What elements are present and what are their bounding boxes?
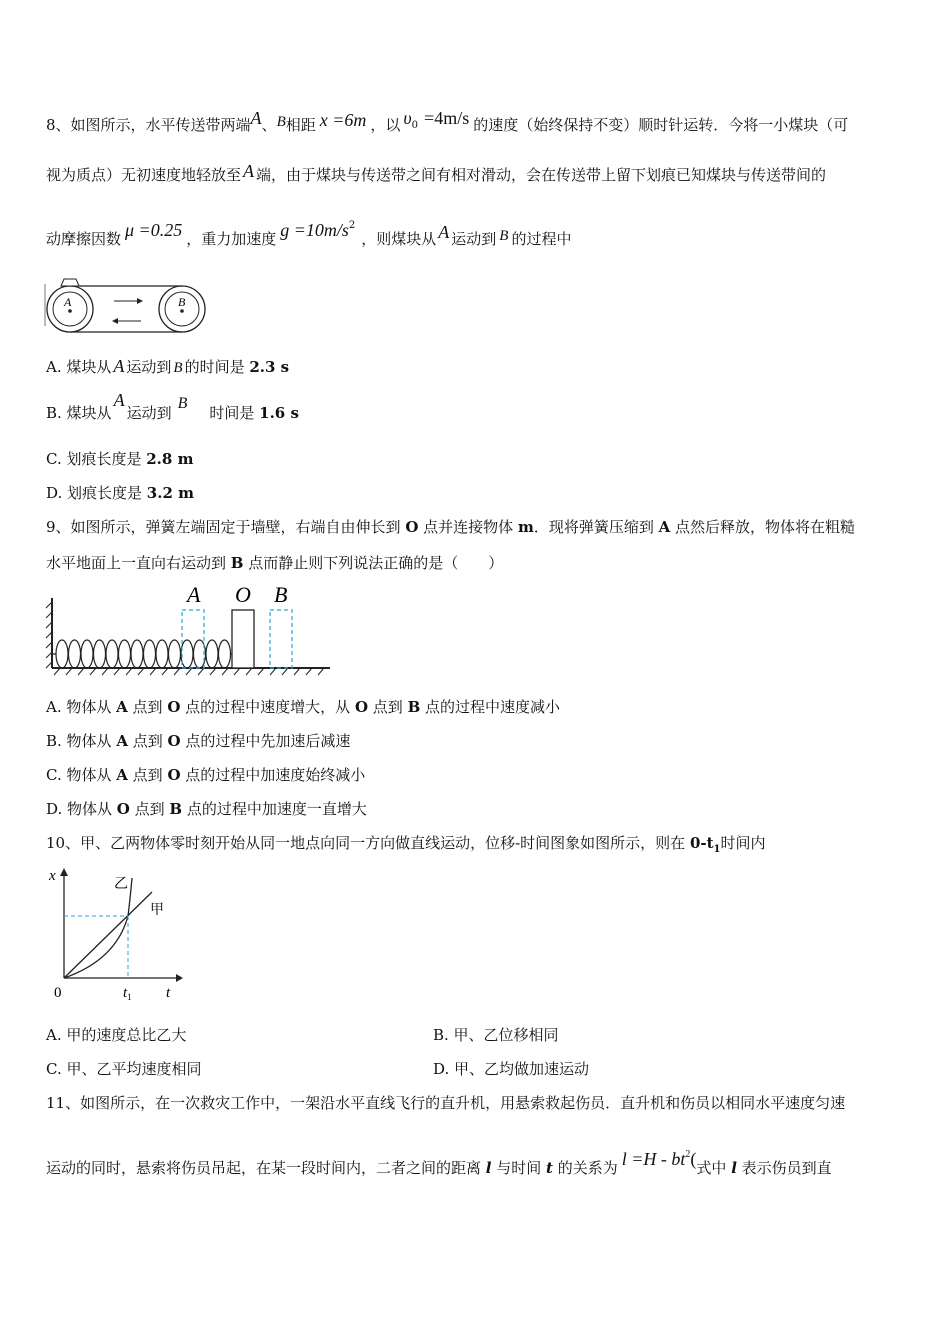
- q11-text: 式中: [696, 1159, 732, 1177]
- q8-text: 视为质点）无初速度地轻放至: [46, 166, 242, 184]
- t1-label: $t_1$: [123, 985, 132, 1002]
- option-text: 点到: [127, 698, 168, 716]
- point-b-label: B: [276, 114, 286, 130]
- spring-coil: [52, 640, 232, 668]
- jia-line: [64, 892, 152, 978]
- q9-option-b: [46, 730, 350, 752]
- yi-label: 乙: [114, 877, 128, 892]
- velocity-symbol: υ: [403, 108, 412, 128]
- formula-paren: (: [690, 1149, 697, 1169]
- q8-text: 的速度（始终保持不变）顺时针运转．今将一小煤块（可: [473, 116, 849, 134]
- q8-text: 运动到: [451, 230, 497, 248]
- q10-text: 时间内: [720, 834, 766, 852]
- time-range: 0-t: [689, 834, 714, 852]
- mass-label: m: [517, 518, 534, 536]
- time-symbol: t: [546, 1159, 553, 1177]
- q8-text: ，重力加速度: [186, 230, 277, 248]
- option-text: 点到: [368, 698, 408, 716]
- point-label: O: [167, 766, 181, 784]
- q8-option-b: [46, 390, 299, 425]
- option-text: 点的过程中加速度一直增大: [182, 800, 367, 818]
- q8-option-c: [46, 448, 193, 470]
- point-b-label: B: [499, 228, 509, 244]
- distance-formula: l =H - bt: [621, 1149, 686, 1169]
- distance-formula: x =6m: [319, 110, 367, 130]
- q8-option-d: [46, 482, 194, 504]
- option-text: 点的过程中速度增大，从: [180, 698, 355, 716]
- q9-text: 点并连接物体: [418, 518, 518, 536]
- option-text: 点到: [127, 732, 168, 750]
- q10-line-1: [46, 832, 766, 861]
- q10-option-d: D. 甲、乙均做加速运动: [433, 1060, 590, 1078]
- q8-text: 相距: [285, 116, 316, 134]
- conveyor-belt-figure: [42, 276, 212, 342]
- q8-option-a: [46, 355, 289, 379]
- option-text: 时间是: [209, 404, 260, 422]
- friction-coefficient: μ =0.25: [125, 220, 183, 240]
- option-value: 1.6 s: [259, 404, 299, 422]
- point-label: A: [116, 732, 128, 750]
- axis-label-x: x: [49, 868, 56, 884]
- q10-option-c: C. 甲、乙平均速度相同: [46, 1060, 202, 1078]
- q9-option-d: [46, 798, 367, 820]
- option-text: 点的过程中速度减小: [420, 698, 561, 716]
- velocity-subscript: 0: [411, 120, 419, 131]
- jia-label: 甲: [150, 903, 164, 918]
- figure-label-o: O: [235, 582, 251, 607]
- gravity-formula: g =10m/s: [280, 220, 349, 240]
- option-text: C. 划痕长度是: [46, 450, 147, 468]
- point-label: A: [116, 766, 128, 784]
- point-a-label: A: [250, 108, 262, 128]
- option-text: D. 划痕长度是: [46, 484, 147, 502]
- option-text: B. 物体从: [46, 732, 117, 750]
- q11-text: 表示伤员到直: [736, 1159, 832, 1177]
- gravity-superscript: 2: [348, 220, 356, 231]
- point-label: O: [167, 698, 181, 716]
- q9-text: 点然后释放，物体将在粗糙: [670, 518, 856, 536]
- figure-label-b: B: [178, 295, 186, 309]
- q8-line-2: [46, 163, 826, 186]
- option-value: 3.2 m: [146, 484, 194, 502]
- option-value: 2.3 s: [249, 358, 290, 376]
- velocity-value: =4m/s: [424, 108, 470, 128]
- figure-label-a: A: [187, 582, 201, 607]
- option-text: C. 物体从: [46, 766, 117, 784]
- q9-option-a: [46, 696, 560, 718]
- point-a-label: A: [658, 518, 671, 536]
- q8-text: 动摩擦因数: [46, 230, 122, 248]
- q8-line-3: [46, 220, 572, 251]
- point-o-label: O: [405, 518, 419, 536]
- option-text: A. 煤块从: [46, 358, 112, 376]
- option-text: 点到: [129, 800, 170, 818]
- point-a-label: A: [113, 390, 125, 410]
- q11-line-2: [46, 1149, 832, 1179]
- point-b-label: B: [230, 554, 244, 572]
- axis-label-t: t: [166, 985, 171, 1001]
- q10-text: 10、甲、乙两物体零时刻开始从同一地点向同一方向做直线运动，位移-时间图象如图所示，则在: [46, 834, 690, 852]
- q11-line-1: 11、如图所示，在一次救灾工作中，一架沿水平直线飞行的直升机，用悬索救起伤员．直升机和伤员以相同水平速度匀速: [46, 1094, 846, 1112]
- spring-figure: [44, 580, 344, 680]
- point-label: O: [167, 732, 181, 750]
- option-text: 的时间是: [184, 358, 250, 376]
- q8-text: 端，由于煤块与传送带之间有相对滑动，会在传送带上留下划痕已知煤块与传送带间的: [256, 166, 827, 184]
- figure-label-b: B: [274, 582, 288, 607]
- point-a-label: A: [243, 161, 255, 181]
- point-b-label: B: [177, 395, 188, 412]
- q8-text: 的过程中: [511, 230, 572, 248]
- option-text: B. 煤块从: [46, 404, 112, 422]
- q11-text: 运动的同时，悬索将伤员吊起，在某一段时间内，二者之间的距离: [46, 1159, 486, 1177]
- point-b-label: B: [173, 360, 183, 376]
- point-a-label: A: [113, 356, 125, 376]
- position-time-graph: [46, 864, 196, 1004]
- point-label: O: [116, 800, 130, 818]
- option-text: 运动到: [126, 404, 172, 422]
- option-text: A. 物体从: [46, 698, 117, 716]
- q8-text: ，以: [370, 116, 401, 134]
- figure-label-a: A: [64, 295, 72, 309]
- point-label: B: [407, 698, 421, 716]
- distance-symbol: l: [731, 1159, 737, 1177]
- distance-symbol: l: [485, 1159, 492, 1177]
- option-text: 运动到: [126, 358, 172, 376]
- option-text: 点到: [127, 766, 168, 784]
- option-value: 2.8 m: [146, 450, 194, 468]
- q9-option-c: [46, 764, 365, 786]
- q11-text: 与时间: [491, 1159, 547, 1177]
- option-text: 点的过程中加速度始终减小: [180, 766, 366, 784]
- point-label: A: [116, 698, 128, 716]
- q9-line-2: [46, 552, 503, 574]
- q9-text: 水平地面上一直向右运动到: [46, 554, 231, 572]
- yi-curve: [64, 878, 132, 978]
- q8-separator: 、: [261, 116, 277, 134]
- q10-option-b: B. 甲、乙位移相同: [433, 1026, 559, 1044]
- q10-option-a: A. 甲的速度总比乙大: [46, 1026, 187, 1044]
- q9-line-1: [46, 516, 855, 538]
- q9-text: 点而静止则下列说法正确的是（ ）: [243, 554, 504, 572]
- formula-superscript: 2: [685, 1149, 691, 1160]
- q9-text: ．现将弹簧压缩到: [533, 518, 659, 536]
- q8-text: ，则煤块从: [361, 230, 437, 248]
- point-a-label: A: [438, 222, 450, 242]
- q8-line-1: [46, 108, 849, 143]
- origin-label: 0: [54, 985, 62, 1001]
- option-text: D. 物体从: [46, 800, 117, 818]
- q11-text: 的关系为: [552, 1159, 618, 1177]
- q8-text: 8、如图所示，水平传送带两端: [46, 116, 251, 134]
- q9-text: 9、如图所示，弹簧左端固定于墙壁，右端自由伸长到: [46, 518, 406, 536]
- point-label: O: [354, 698, 369, 716]
- option-text: 点的过程中先加速后减速: [180, 732, 351, 750]
- point-label: B: [169, 800, 183, 818]
- time-range-subscript: 1: [713, 844, 721, 855]
